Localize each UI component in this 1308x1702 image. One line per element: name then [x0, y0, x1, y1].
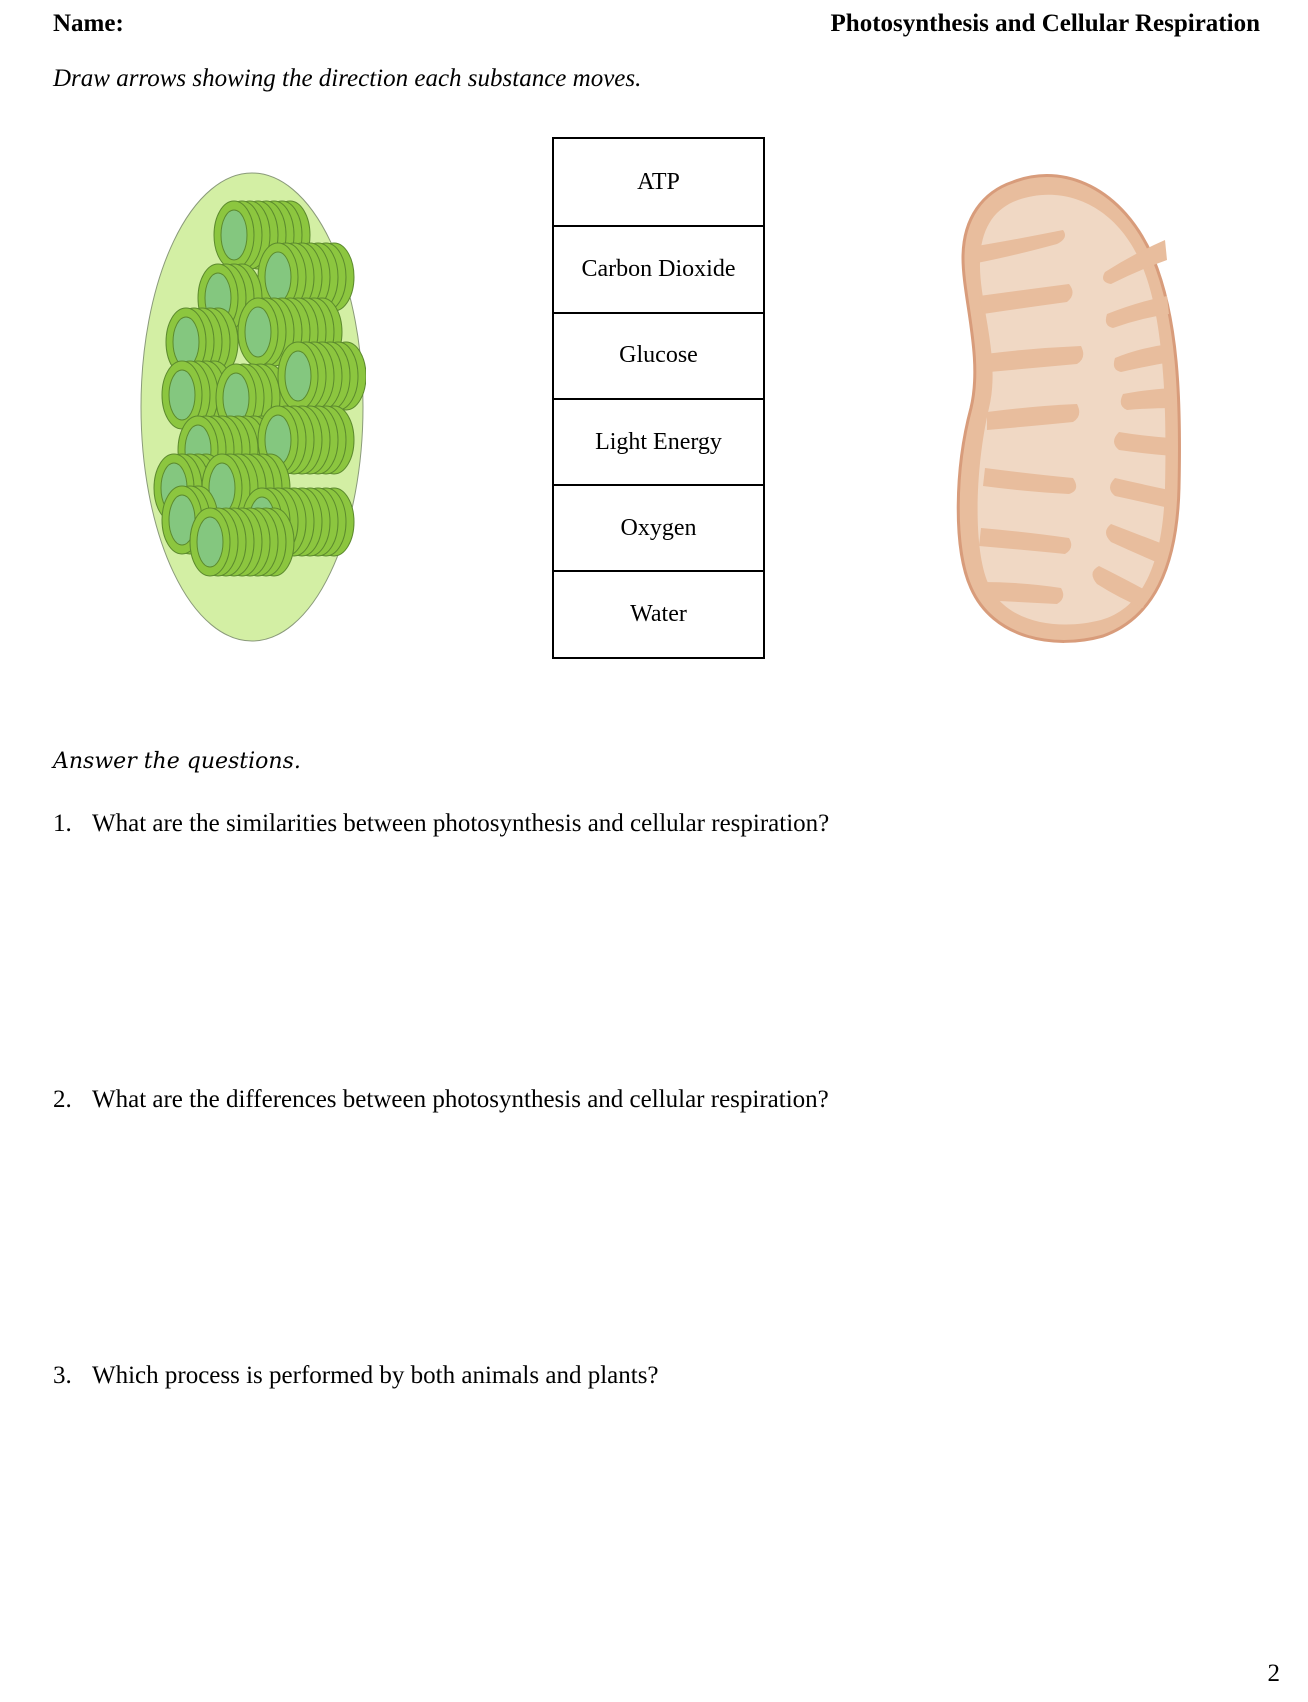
substance-table [552, 137, 765, 659]
substance-light-energy: Light Energy [554, 398, 763, 484]
question-number: 2. [53, 1086, 72, 1113]
substance-oxygen: Oxygen [554, 484, 763, 570]
granum-stack [278, 342, 366, 410]
chloroplast-diagram [138, 170, 366, 644]
mitochondrion-icon [953, 168, 1183, 646]
substance-carbon-dioxide: Carbon Dioxide [554, 225, 763, 311]
question-text: What are the differences between photosynthesis and cellular respiration? [92, 1086, 829, 1113]
page-number: 2 [1267, 1660, 1280, 1687]
substance-water: Water [554, 570, 763, 656]
mitochondrion-diagram [953, 168, 1183, 646]
question-1 [53, 810, 829, 838]
question-number: 1. [53, 810, 72, 837]
question-text: What are the similarities between photosynthesis and cellular respiration? [92, 810, 830, 837]
question-2 [53, 1086, 829, 1114]
question-text: Which process is performed by both animals and plants? [92, 1362, 659, 1389]
arrow-instruction: Draw arrows showing the direction each substance moves. [53, 65, 642, 92]
granum-stack [190, 508, 294, 576]
substance-atp: ATP [637, 168, 680, 195]
question-number: 3. [53, 1362, 72, 1389]
chloroplast-icon [138, 170, 366, 644]
answer-instruction: Answer the questions. [53, 749, 301, 774]
substance-glucose: Glucose [554, 312, 763, 398]
question-3 [53, 1362, 659, 1390]
name-label: Name: [53, 10, 124, 37]
document-title: Photosynthesis and Cellular Respiration [830, 10, 1260, 37]
